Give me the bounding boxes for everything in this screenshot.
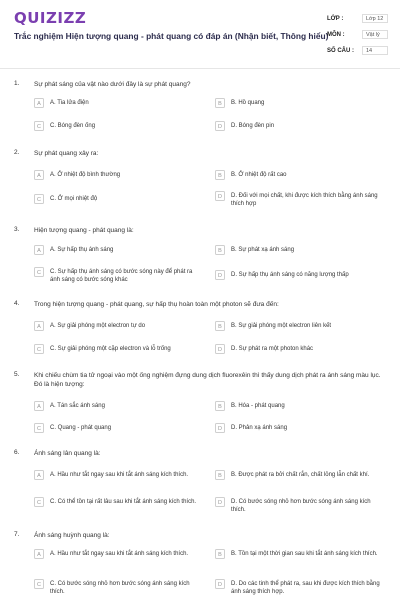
- option-text: A. Hầu như tắt ngay sau khi tắt ánh sáng kích thích.: [50, 551, 189, 557]
- class-label: LỚP :: [327, 16, 344, 22]
- question-text: Khi chiếu chùm tia tử ngoại vào một ống nghiệm đựng dung dịch fluorexêin thì thấy dung dịch phát ra ánh sáng màu lục. Đó là hiện tượng:: [34, 372, 381, 388]
- option-letter-badge: C: [34, 194, 44, 204]
- option-text: B. Hồ quang: [231, 100, 265, 106]
- option-text: B. Được phát ra bởi chất rắn, chất lỏng lẫn chất khí.: [231, 472, 370, 478]
- question-text: Trong hiện tượng quang - phát quang, sự hấp thụ hoàn toàn một photon sẽ đưa đến:: [34, 301, 279, 308]
- option-letter-badge: A: [34, 470, 44, 480]
- subject-value: Vật lý: [362, 30, 388, 39]
- option-c[interactable]: [34, 344, 204, 354]
- option-text: C. Sự hấp thụ ánh sáng có bước sóng này để phát ra ánh sáng có bước sóng khác: [50, 269, 193, 283]
- question-count-label: SỐ CÂU :: [327, 48, 354, 54]
- option-b[interactable]: [215, 321, 385, 331]
- question-number: 3.: [14, 226, 20, 233]
- option-letter-badge: C: [34, 267, 44, 277]
- option-letter-badge: C: [34, 121, 44, 131]
- option-d[interactable]: [215, 121, 385, 131]
- subject-label: MÔN :: [327, 32, 345, 38]
- option-c[interactable]: [34, 497, 204, 507]
- option-b[interactable]: [215, 549, 385, 559]
- option-text: A. Ở nhiệt độ bình thường: [50, 172, 121, 178]
- question-text: Sự phát quang xảy ra:: [34, 150, 99, 157]
- question-number: 2.: [14, 149, 20, 156]
- option-c[interactable]: [34, 423, 204, 433]
- question-number: 7.: [14, 531, 20, 538]
- option-a[interactable]: [34, 549, 204, 559]
- option-a[interactable]: [34, 401, 204, 411]
- option-letter-badge: C: [34, 423, 44, 433]
- question-number: 1.: [14, 80, 20, 87]
- option-letter-badge: B: [215, 98, 225, 108]
- option-text: D. Đối với mọi chất, khi được kích thích bằng ánh sáng thích hợp: [231, 193, 378, 207]
- option-b[interactable]: [215, 470, 385, 480]
- option-text: C. Quang - phát quang: [50, 425, 112, 431]
- option-letter-badge: A: [34, 549, 44, 559]
- option-letter-badge: B: [215, 170, 225, 180]
- option-d[interactable]: [215, 344, 385, 354]
- option-c[interactable]: [34, 194, 204, 204]
- header-divider: [0, 68, 400, 69]
- option-text: D. Sự hấp thụ ánh sáng có năng lượng thấp: [231, 272, 349, 278]
- option-letter-badge: D: [215, 270, 225, 280]
- option-d[interactable]: [215, 579, 385, 596]
- option-letter-badge: B: [215, 401, 225, 411]
- option-a[interactable]: [34, 245, 204, 255]
- option-d[interactable]: [215, 270, 385, 280]
- option-b[interactable]: [215, 245, 385, 255]
- option-letter-badge: D: [215, 497, 225, 507]
- option-letter-badge: A: [34, 98, 44, 108]
- option-letter-badge: A: [34, 401, 44, 411]
- page-title: Trắc nghiệm Hiện tượng quang - phát quang có đáp án (Nhận biết, Thông hiểu): [14, 31, 329, 41]
- option-a[interactable]: [34, 470, 204, 480]
- class-value: Lớp 12: [362, 14, 388, 23]
- option-c[interactable]: [34, 267, 204, 284]
- option-text: A. Tia lửa điện: [50, 100, 89, 106]
- option-text: C. Sự giải phóng một cặp electron và lỗ trống: [50, 346, 171, 352]
- option-b[interactable]: [215, 98, 385, 108]
- option-c[interactable]: [34, 121, 204, 131]
- option-letter-badge: D: [215, 423, 225, 433]
- option-a[interactable]: [34, 170, 204, 180]
- question-number: 4.: [14, 300, 20, 307]
- option-letter-badge: C: [34, 344, 44, 354]
- quizizz-logo[interactable]: QUIZIZZ: [14, 9, 87, 27]
- option-letter-badge: B: [215, 470, 225, 480]
- option-letter-badge: B: [215, 321, 225, 331]
- option-text: B. Sự giải phóng một electron liên kết: [231, 323, 332, 329]
- option-text: C. Ở mọi nhiệt độ: [50, 196, 98, 202]
- option-letter-badge: A: [34, 245, 44, 255]
- option-a[interactable]: [34, 98, 204, 108]
- option-b[interactable]: [215, 401, 385, 411]
- option-text: C. Bóng đèn ống: [50, 123, 96, 129]
- option-text: C. Có bước sóng nhỏ hơn bước sóng ánh sáng kích thích.: [50, 581, 190, 595]
- question-text: Hiện tượng quang - phát quang là:: [34, 227, 134, 234]
- option-text: B. Sự phát xạ ánh sáng: [231, 247, 295, 253]
- option-text: A. Tán sắc ánh sáng: [50, 403, 105, 409]
- option-text: D. Do các tinh thể phát ra, sau khi được kích thích bằng ánh sáng thích hợp.: [231, 581, 380, 595]
- option-letter-badge: B: [215, 245, 225, 255]
- question-number: 5.: [14, 371, 20, 378]
- option-letter-badge: D: [215, 579, 225, 589]
- question-text: Ánh sáng huỳnh quang là:: [34, 532, 110, 539]
- option-text: A. Sự giải phóng một electron tự do: [50, 323, 146, 329]
- option-d[interactable]: [215, 191, 385, 208]
- option-text: A. Hầu như tắt ngay sau khi tắt ánh sáng kích thích.: [50, 472, 189, 478]
- option-c[interactable]: [34, 579, 204, 596]
- option-letter-badge: A: [34, 170, 44, 180]
- option-text: D. Bóng đèn pin: [231, 123, 275, 129]
- option-letter-badge: D: [215, 121, 225, 131]
- option-a[interactable]: [34, 321, 204, 331]
- question-text: Ánh sáng lân quang là:: [34, 450, 101, 457]
- option-text: D. Sự phát ra một photon khác: [231, 346, 314, 352]
- worksheet-header: [0, 0, 400, 70]
- option-letter-badge: B: [215, 549, 225, 559]
- option-d[interactable]: [215, 497, 385, 514]
- question-text: Sự phát sáng của vật nào dưới đây là sự phát quang?: [34, 81, 191, 88]
- option-text: D. Có bước sóng nhỏ hơn bước sóng ánh sáng kích thích.: [231, 499, 371, 513]
- option-letter-badge: D: [215, 344, 225, 354]
- option-text: B. Ở nhiệt độ rất cao: [231, 172, 287, 178]
- option-text: A. Sự hấp thụ ánh sáng: [50, 247, 114, 253]
- option-text: B. Tồn tại một thời gian sau khi tắt ánh sáng kích thích.: [231, 551, 378, 557]
- question-count-value: 14: [362, 46, 388, 55]
- question-number: 6.: [14, 449, 20, 456]
- option-letter-badge: C: [34, 497, 44, 507]
- option-letter-badge: A: [34, 321, 44, 331]
- option-text: D. Phản xạ ánh sáng: [231, 425, 288, 431]
- option-text: C. Có thể tồn tại rất lâu sau khi tắt ánh sáng kích thích.: [50, 499, 197, 505]
- option-letter-badge: C: [34, 579, 44, 589]
- option-text: B. Hóa - phát quang: [231, 403, 285, 409]
- option-b[interactable]: [215, 170, 385, 180]
- option-d[interactable]: [215, 423, 385, 433]
- option-letter-badge: D: [215, 191, 225, 201]
